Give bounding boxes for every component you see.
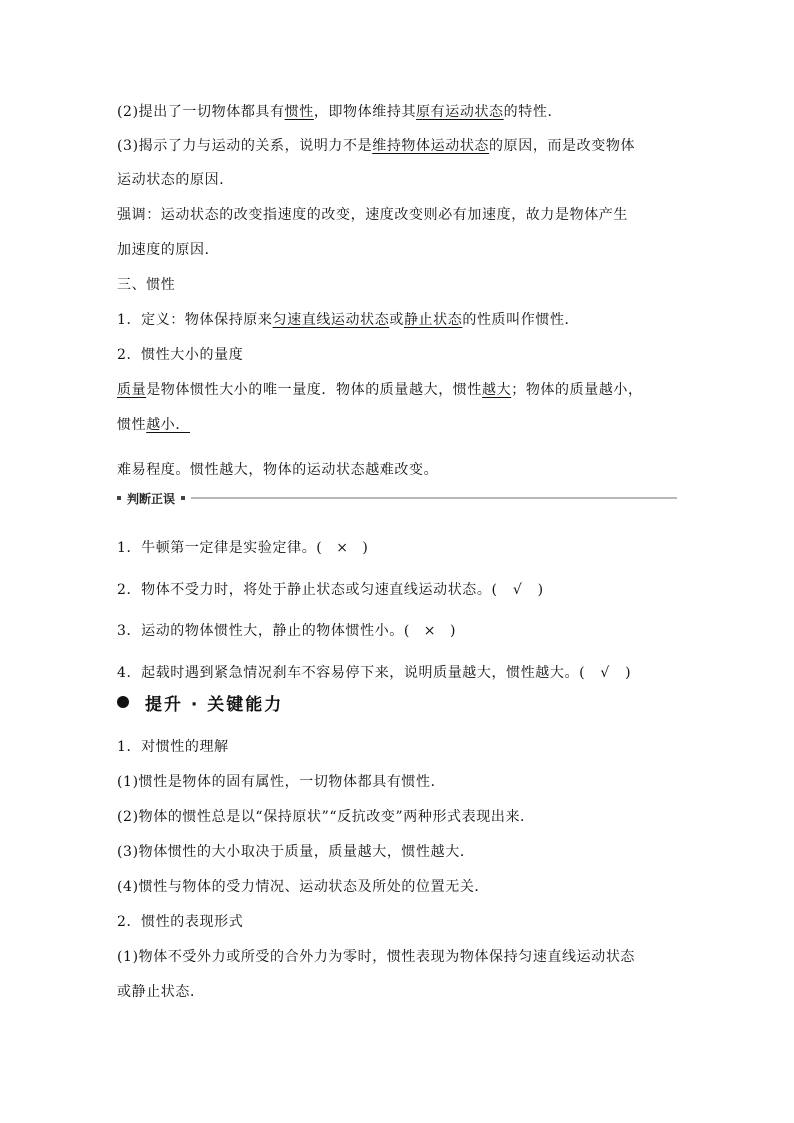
- underlined-term: 匀速直线运动状态: [272, 312, 390, 328]
- judge-close: ): [362, 540, 369, 556]
- judge-item-4: [117, 663, 631, 683]
- circle-bullet-icon: [117, 696, 129, 708]
- text-line-m1: 1．对惯性的理解: [117, 739, 229, 755]
- text-line-1: [117, 102, 562, 122]
- judge-mark: √: [512, 582, 523, 598]
- text-segment: (2)提出了一切物体都具有: [117, 104, 285, 120]
- judge-section-header: [117, 488, 677, 508]
- text-segment: ，即物体维持其: [313, 104, 417, 120]
- judge-item-text: 1．牛顿第一定律是实验定律。(: [117, 540, 323, 556]
- key-ability-heading: [117, 690, 283, 714]
- text-line-2: [117, 136, 635, 156]
- judge-item-1: [117, 538, 368, 558]
- text-segment: 的性质叫作惯性．: [462, 312, 580, 328]
- underlined-term: 惯性: [284, 104, 314, 120]
- text-segment: 惯性: [117, 417, 147, 433]
- divider: [191, 497, 677, 499]
- text-line-7: [117, 310, 579, 330]
- text-segment: 的原因，而是改变物体: [489, 138, 636, 154]
- text-segment: 的特性．: [503, 104, 563, 120]
- text-segment: 1．定义：物体保持原来: [117, 312, 273, 328]
- text-line-8: 2．惯性大小的量度: [117, 347, 244, 363]
- underlined-term: 原有运动状态: [416, 104, 504, 120]
- text-line-m4: (3)物体惯性的大小取决于质量，质量越大，惯性越大．: [117, 844, 475, 860]
- judge-item-text: 3．运动的物体惯性大，静止的物体惯性小。(: [117, 623, 410, 639]
- text-line-m8: 或静止状态．: [117, 984, 205, 1000]
- text-line-m6: 2．惯性的表现形式: [117, 914, 244, 930]
- text-line-4: 强调：运动状态的改变指速度的改变，速度改变则必有加速度，故力是物体产生: [117, 207, 628, 223]
- text-segment: 或: [389, 312, 404, 328]
- square-bullet-icon: [117, 496, 121, 500]
- judge-mark: √: [600, 665, 610, 681]
- judge-mark: ×: [336, 540, 349, 556]
- judge-item-3: [117, 621, 456, 641]
- text-line-m2: (1)惯性是物体的固有属性，一切物体都具有惯性．: [117, 774, 446, 790]
- text-line-9: [117, 380, 643, 400]
- underlined-term: 维持物体运动状态: [372, 138, 490, 154]
- judge-close: ): [449, 623, 457, 639]
- text-line-m7: (1)物体不受外力或所受的合外力为零时，惯性表现为物体保持匀速直线运动状态: [117, 949, 636, 965]
- text-line-11: 难易程度。惯性越大，物体的运动状态越难改变。: [117, 462, 439, 478]
- square-bullet-icon: [181, 496, 185, 500]
- judge-item-2: [117, 580, 544, 600]
- text-line-5: 加速度的原因．: [117, 242, 220, 258]
- text-line-m5: (4)惯性与物体的受力情况、运动状态及所处的位置无关．: [117, 879, 490, 895]
- text-line-m3: (2)物体的惯性总是以“保持原状”“反抗改变”两种形式表现出来．: [117, 809, 535, 825]
- judge-item-text: 4．起载时遇到紧急情况刹车不容易停下来，说明质量越大，惯性越大。(: [117, 665, 586, 681]
- key-ability-heading-text: 提升 · 关键能力: [145, 694, 284, 715]
- judge-section-label: 判断正误: [127, 491, 176, 506]
- underlined-term: 越大: [482, 382, 512, 398]
- underlined-term: 静止状态: [403, 312, 463, 328]
- judge-close: ): [537, 582, 544, 598]
- judge-close: ): [625, 665, 632, 681]
- judge-item-text: 2．物体不受力时，将处于静止状态或匀速直线运动状态。(: [117, 582, 498, 598]
- text-line-10: [117, 415, 204, 435]
- judge-mark: ×: [423, 623, 437, 639]
- text-segment: 是物体惯性大小的唯一量度．物体的质量越大，惯性: [146, 382, 483, 398]
- text-line-3: 运动状态的原因．: [117, 172, 234, 188]
- underlined-term: 越小．: [146, 417, 191, 433]
- text-segment: ；物体的质量越小，: [511, 382, 643, 398]
- text-segment: (3)揭示了力与运动的关系，说明力不是: [117, 138, 373, 154]
- underlined-term: 质量: [117, 382, 147, 398]
- section-heading-inertia: 三、惯性: [117, 277, 176, 293]
